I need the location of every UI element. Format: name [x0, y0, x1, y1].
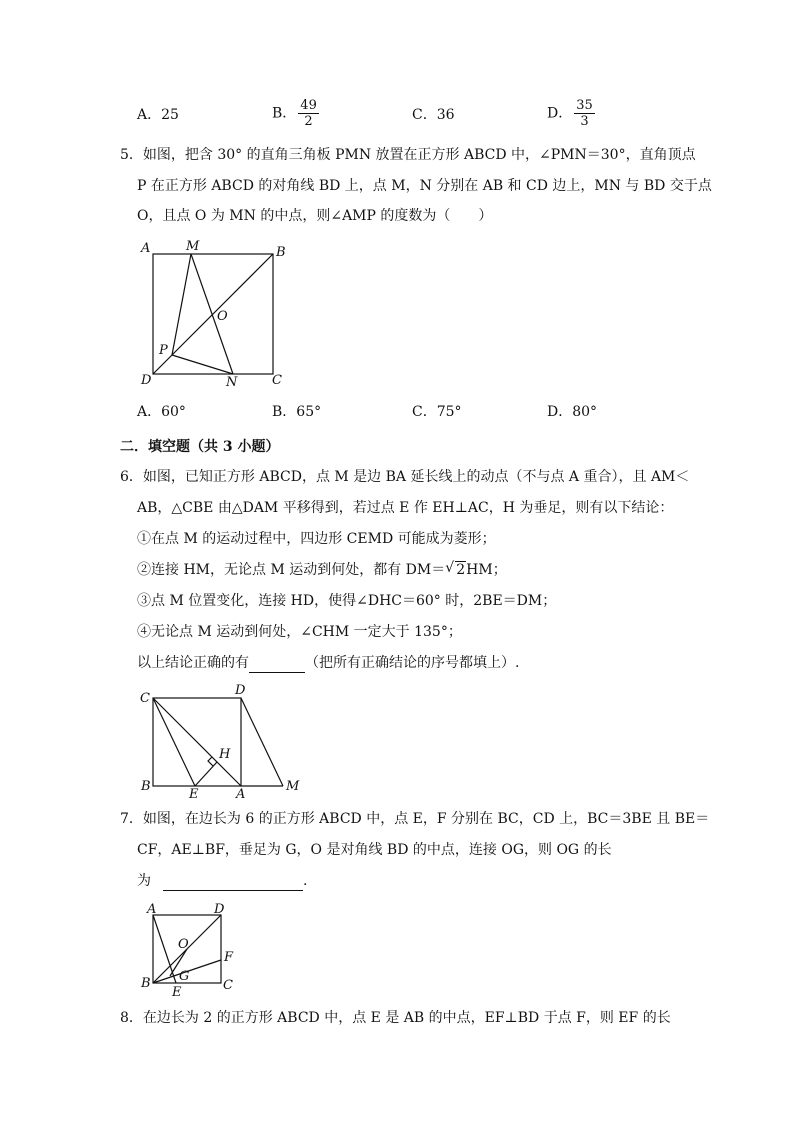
q5-segment-pn [172, 355, 233, 374]
q6-diagonal-ca [153, 698, 241, 786]
q7-label-f: F [224, 950, 234, 965]
q5-label-c: C [272, 373, 282, 388]
q6-sqrt-radicand: 2 [456, 562, 466, 578]
q4-option-d-prefix: D． [547, 105, 573, 122]
section-heading-fill-in: 二．填空题（共 3 小题） [120, 439, 280, 455]
q7-answer-prefix: 为 [137, 873, 151, 889]
q6-right-angle-mark [208, 757, 213, 766]
q6-conclusion-2-text: ②连接 HM，无论点 M 运动到何处，都有 DM＝ [137, 562, 446, 578]
q6-conclusion-2-tail: HM； [466, 562, 507, 578]
q6-conclusion-3: ③点 M 位置变化，连接 HD，使得∠DHC＝60° 时，2BE＝DM； [137, 593, 557, 609]
q7-label-a: A [147, 902, 157, 917]
q6-text-line2: AB，△CBE 由△DAM 平移得到，若过点 E 作 EH⊥AC，H 为垂足，则有以下结论： [137, 500, 674, 516]
q4-option-c: C．36 [412, 107, 455, 123]
q6-label-h: H [219, 747, 231, 762]
q5-option-b: B．65° [272, 404, 322, 420]
q6-answer-blank[interactable] [249, 656, 305, 673]
q7-answer-suffix: . [303, 873, 308, 889]
q5-text-line1: 5．如图，把含 30° 的直角三角板 PMN 放置在正方形 ABCD 中，∠PMN＝30°，直角顶点 [120, 147, 696, 163]
q6-text-line1: 6．如图，已知正方形 ABCD，点 M 是边 BA 延长线上的动点（不与点 A 重合），且 AM＜ [120, 469, 690, 485]
q7-label-g: G [179, 969, 190, 984]
q6-label-e: E [189, 787, 199, 802]
q4-option-b-prefix: B． [272, 105, 297, 122]
q5-option-c: C．75° [412, 404, 462, 420]
q5-option-d: D．80° [547, 404, 598, 420]
q7-label-d: D [214, 902, 225, 917]
q5-label-b: B [276, 245, 286, 260]
q5-label-d: D [141, 373, 152, 388]
q6-label-b: B [141, 779, 151, 794]
q5-label-a: A [141, 241, 151, 256]
q6-answer-suffix: （把所有正确结论的序号都填上）. [305, 655, 520, 671]
q5-option-a: A．60° [137, 404, 186, 420]
q6-segment-dm [241, 698, 283, 786]
q6-label-d: D [235, 683, 246, 698]
q6-segment-eh [195, 762, 217, 786]
q7-text-line2: CF，AE⊥BF，垂足为 G，O 是对角线 BD 的中点，连接 OG，则 OG 的长 [137, 842, 612, 858]
q5-diagonal-bd [153, 254, 273, 374]
q5-label-o: O [217, 309, 228, 324]
q7-label-b: B [141, 976, 151, 991]
q7-label-o: O [178, 937, 189, 952]
q7-text-line1: 7．如图，在边长为 6 的正方形 ABCD 中，点 E，F 分别在 BC，CD 上，BC＝3BE 且 BE＝ [120, 811, 710, 827]
q4-option-a: A．25 [137, 107, 179, 123]
q7-text-line3 [137, 871, 307, 891]
q5-label-p: P [159, 343, 168, 358]
q4-option-d-numerator: 35 [576, 98, 593, 113]
q6-label-m: M [286, 779, 300, 794]
q6-conclusion-4: ④无论点 M 运动到何处，∠CHM 一定大于 135°； [137, 624, 462, 640]
q5-segment-mp [172, 254, 191, 355]
q6-label-c: C [140, 691, 150, 706]
q7-answer-blank[interactable] [163, 874, 303, 891]
q5-label-m: M [186, 239, 200, 254]
radical-sign-icon: √ [445, 560, 455, 576]
q5-label-n: N [226, 375, 238, 390]
q8-text-line1: 8．在边长为 2 的正方形 ABCD 中，点 E 是 AB 的中点，EF⊥BD 于点 F，则 EF 的长 [120, 1010, 671, 1026]
q6-answer-line [137, 653, 519, 673]
q7-label-e: E [172, 985, 182, 1000]
q5-text-line3: O，且点 O 为 MN 的中点，则∠AMP 的度数为（ ） [137, 208, 493, 224]
q5-text-line2: P 在正方形 ABCD 的对角线 BD 上，点 M，N 分别在 AB 和 CD 边上，MN 与 BD 交于点 [137, 178, 712, 194]
q6-conclusion-2 [137, 560, 507, 580]
q6-answer-prefix: 以上结论正确的有 [137, 655, 249, 671]
q6-conclusion-1: ①在点 M 的运动过程中，四边形 CEMD 可能成为菱形； [137, 531, 496, 547]
q4-option-b-denominator: 2 [304, 114, 313, 129]
q6-segment-ce [153, 698, 195, 786]
q6-label-a: A [236, 787, 246, 802]
q4-option-d-denominator: 3 [580, 114, 589, 129]
q6-sqrt [445, 560, 466, 580]
q7-label-c: C [223, 978, 233, 993]
q4-option-b-numerator: 49 [300, 98, 317, 113]
